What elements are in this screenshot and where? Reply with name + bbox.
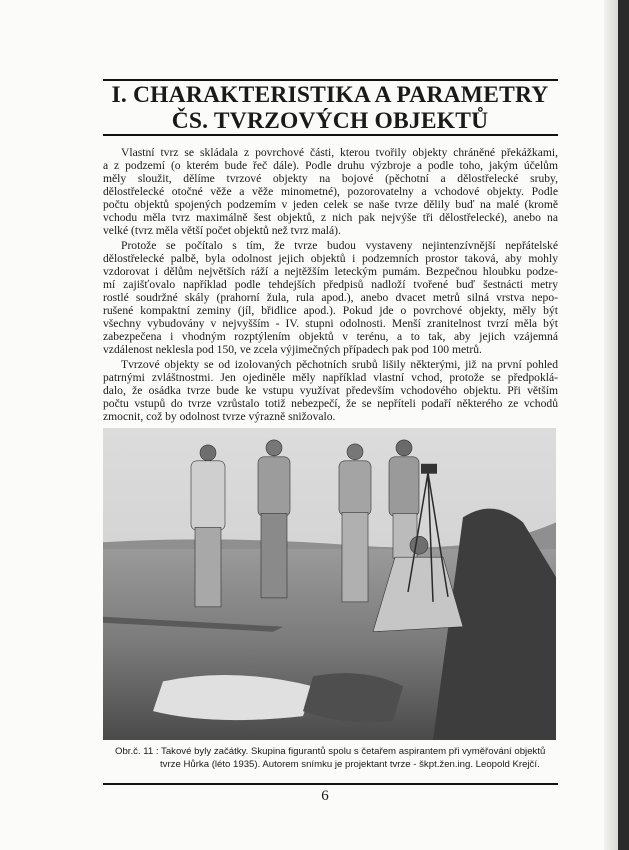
text-line: vchodu měla tvrz maximálně šest objektů, z nich pak nejvýše tři dělostřelecké), anebo na xyxy=(103,211,558,224)
paragraph xyxy=(103,358,558,423)
text-line: a z podzemí (o kterém bude řeč dále). Podle druhu výzbroje a podle toho, jakým účelům xyxy=(103,159,558,172)
page-number: 6 xyxy=(321,788,329,804)
paragraph xyxy=(103,146,558,237)
text-line: Protože se počítalo s tím, že tvrze budou vystaveny nejintenzívnější nepřátelské xyxy=(121,239,558,252)
chapter-title xyxy=(95,82,565,134)
figure-caption xyxy=(115,745,555,771)
page-edge-shadow xyxy=(604,0,618,850)
text-line: všechny vybudovány v nejvyšším - IV. stupni odolnosti. Menší zranitelnost tvrzí měla být xyxy=(103,317,558,330)
body-text xyxy=(103,146,558,425)
text-line: rostlé soudržné skály (prahorní žula, rula apod.), anebo dvacet metrů silná vrstva nepo- xyxy=(103,291,558,304)
text-line: zabezpečena i vhodným rozptýlením objektů v terénu, a to tak, aby jejich vzájemná xyxy=(103,330,558,343)
chapter-title-line-1: I. CHARAKTERISTIKA A PARAMETRY xyxy=(111,82,549,108)
text-line: Tvrzové objekty se od izolovaných pěchotních srubů lišily některými, již na první pohled xyxy=(121,358,558,371)
title-top-rule xyxy=(103,79,558,81)
footer-rule xyxy=(103,783,558,785)
title-bottom-rule xyxy=(103,134,558,136)
chapter-title-line-2: ČS. TVRZOVÝCH OBJEKTŮ xyxy=(171,108,489,134)
text-line: dalo, že osádka tvrze bude ke vstupu využívat především vchodového objektu. Při větším xyxy=(103,384,558,397)
text-line: Vlastní tvrz se skládala z povrchové části, kterou tvořily objekty chráněné překážkami, xyxy=(121,146,558,159)
caption-line-2: tvrze Hůrka (léto 1935). Autorem snímku je projektant tvrze - škpt.žen.ing. Leopold Krejčí. xyxy=(160,759,540,770)
historical-photo-surveyors xyxy=(103,428,556,740)
text-line: mí zajišťovalo například podle tehdejších předpisů nadloží tvořené buď šestnácti metry xyxy=(103,278,558,291)
text-line: dělostřelecké palbě, byla odolnost jejich objektů i podzemních prostor taková, aby mohly xyxy=(103,252,558,265)
text-line: velké (tvrz měla větší počet objektů než tvrz malá). xyxy=(103,224,341,237)
text-line: patrnými zvláštnostmi. Jen ojediněle měly například vlastní vchod, protože se předpoklá- xyxy=(103,371,558,384)
text-line: zmocnit, což by odolnost tvrze výrazně snižovalo. xyxy=(103,410,336,423)
text-line: vzdálenost neklesla pod 150, ve zcela výjimečných případech pak pod 100 metrů. xyxy=(103,343,482,356)
text-line: vzdorovat i dělům největších ráží a nejtěžším leteckým pumám. Bezpečnou hloubku podze- xyxy=(103,265,558,278)
text-line: počtu objektů spojených podzemím v jeden celek se naše tvrze dělily buď na malé (kromě xyxy=(103,198,558,211)
text-line: rušené kompaktní zeminy (jíl, břidlice apod.). Pokud jde o povrchové objekty, měly být xyxy=(103,304,558,317)
caption-line-1: Obr.č. 11 : Takové byly začátky. Skupina figurantů spolu s četařem aspirantem při vyměřování objektů xyxy=(115,746,546,757)
text-line: dělostřelecké otočné věže a věže minometné), pozorovatelny a vchodové objekty. Podle xyxy=(103,185,558,198)
text-line: měly sloužit, dělíme tvrzové objekty na bojové (pěchotní a dělostřelecké sruby, xyxy=(103,172,558,185)
paragraph xyxy=(103,239,558,356)
text-line: počtu vstupů do tvrze vzrůstalo totiž nebezpečí, že se nepříteli podaří některého ze vchodů xyxy=(103,397,558,410)
